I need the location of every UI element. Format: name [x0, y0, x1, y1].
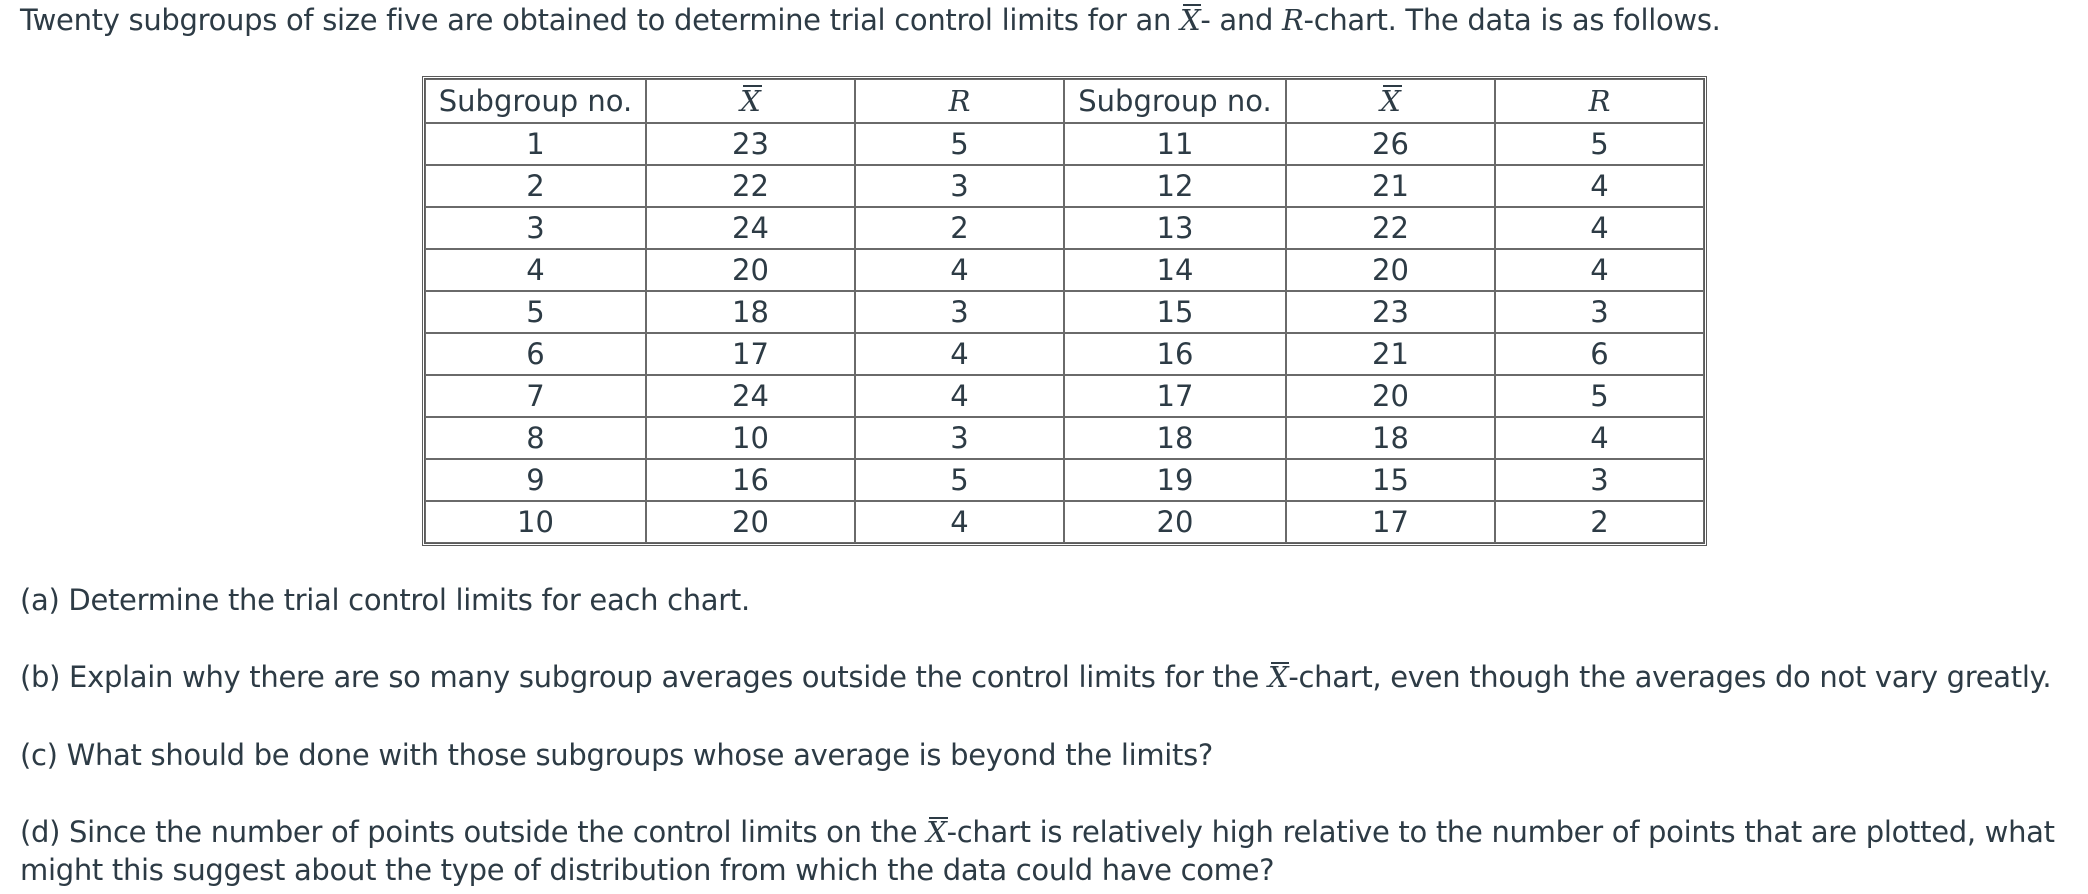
- cell-subgroup-no-2: 15: [1064, 291, 1286, 333]
- cell-r: 4: [855, 375, 1064, 417]
- cell-subgroup-no: 10: [425, 501, 646, 543]
- cell-xbar-2: 20: [1286, 249, 1495, 291]
- question-b-xbar-symbol: X: [1268, 660, 1289, 694]
- cell-xbar-2: 20: [1286, 375, 1495, 417]
- question-b-text-2: -chart, even though the averages do not vary greatly.: [1288, 660, 2052, 694]
- table-row: [425, 417, 1704, 459]
- cell-r-2: 4: [1495, 417, 1704, 459]
- header-xbar: [646, 79, 855, 123]
- problem-intro: [20, 0, 1721, 40]
- question-b-text-1: (b) Explain why there are so many subgroup averages outside the control limits for the: [20, 660, 1269, 694]
- question-d-xbar-symbol: X: [926, 815, 947, 849]
- cell-subgroup-no-2: 17: [1064, 375, 1286, 417]
- header-subgroup-no: Subgroup no.: [425, 79, 646, 123]
- cell-r-2: 4: [1495, 207, 1704, 249]
- cell-xbar-2: 23: [1286, 291, 1495, 333]
- question-d: [20, 813, 2080, 889]
- cell-subgroup-no: 9: [425, 459, 646, 501]
- intro-text-1: Twenty subgroups of size five are obtained to determine trial control limits for an: [20, 3, 1180, 37]
- cell-r: 2: [855, 207, 1064, 249]
- cell-xbar: 17: [646, 333, 855, 375]
- cell-r-2: 3: [1495, 459, 1704, 501]
- cell-xbar: 16: [646, 459, 855, 501]
- cell-r: 3: [855, 165, 1064, 207]
- cell-subgroup-no: 6: [425, 333, 646, 375]
- cell-subgroup-no-2: 16: [1064, 333, 1286, 375]
- cell-xbar: 24: [646, 207, 855, 249]
- r-symbol: R: [1281, 3, 1304, 37]
- question-b: [20, 658, 2051, 696]
- question-d-text-2: -chart is relatively high relative to the number of points that are plotted, what might this suggest about the type of distribution from which the data could have come?: [20, 815, 2055, 887]
- cell-r: 5: [855, 459, 1064, 501]
- cell-r-2: 3: [1495, 291, 1704, 333]
- header-r-2: [1495, 79, 1704, 123]
- cell-xbar-2: 26: [1286, 123, 1495, 165]
- cell-subgroup-no: 1: [425, 123, 646, 165]
- cell-subgroup-no-2: 20: [1064, 501, 1286, 543]
- intro-text-3: -chart. The data is as follows.: [1303, 3, 1721, 37]
- cell-xbar: 20: [646, 501, 855, 543]
- table-row: [425, 375, 1704, 417]
- cell-r: 5: [855, 123, 1064, 165]
- cell-subgroup-no: 3: [425, 207, 646, 249]
- cell-xbar: 10: [646, 417, 855, 459]
- cell-xbar: 23: [646, 123, 855, 165]
- cell-xbar-2: 18: [1286, 417, 1495, 459]
- table-row: [425, 123, 1704, 165]
- cell-xbar: 18: [646, 291, 855, 333]
- header-subgroup-no-2: Subgroup no.: [1064, 79, 1286, 123]
- table-row: [425, 459, 1704, 501]
- header-r: [855, 79, 1064, 123]
- cell-r-2: 5: [1495, 123, 1704, 165]
- cell-subgroup-no-2: 19: [1064, 459, 1286, 501]
- cell-r: 4: [855, 333, 1064, 375]
- question-d-text-1: (d) Since the number of points outside the control limits on the: [20, 815, 927, 849]
- cell-subgroup-no-2: 14: [1064, 249, 1286, 291]
- cell-xbar-2: 15: [1286, 459, 1495, 501]
- cell-r-2: 6: [1495, 333, 1704, 375]
- cell-xbar-2: 21: [1286, 333, 1495, 375]
- cell-subgroup-no-2: 12: [1064, 165, 1286, 207]
- cell-subgroup-no: 2: [425, 165, 646, 207]
- question-a: (a) Determine the trial control limits for each chart.: [20, 583, 750, 617]
- data-table: [422, 76, 1707, 546]
- table-row: [425, 333, 1704, 375]
- cell-xbar: 20: [646, 249, 855, 291]
- table-body: [425, 123, 1704, 543]
- cell-subgroup-no-2: 11: [1064, 123, 1286, 165]
- cell-xbar: 24: [646, 375, 855, 417]
- cell-r-2: 4: [1495, 165, 1704, 207]
- table-row: [425, 291, 1704, 333]
- cell-r-2: 2: [1495, 501, 1704, 543]
- cell-subgroup-no: 4: [425, 249, 646, 291]
- xbar-symbol: X: [1180, 0, 1200, 40]
- cell-xbar-2: 22: [1286, 207, 1495, 249]
- header-xbar-symbol: X: [740, 81, 761, 121]
- cell-subgroup-no: 8: [425, 417, 646, 459]
- header-r-symbol-2: R: [1588, 84, 1611, 118]
- cell-r-2: 5: [1495, 375, 1704, 417]
- cell-subgroup-no: 7: [425, 375, 646, 417]
- cell-subgroup-no: 5: [425, 291, 646, 333]
- table-row: [425, 207, 1704, 249]
- header-xbar-symbol-2: X: [1380, 81, 1401, 121]
- intro-text-2: - and: [1200, 3, 1282, 37]
- cell-subgroup-no-2: 13: [1064, 207, 1286, 249]
- header-r-symbol: R: [948, 84, 971, 118]
- header-xbar-2: [1286, 79, 1495, 123]
- cell-xbar-2: 21: [1286, 165, 1495, 207]
- question-c: (c) What should be done with those subgroups whose average is beyond the limits?: [20, 738, 1214, 772]
- table-row: [425, 501, 1704, 543]
- cell-xbar: 22: [646, 165, 855, 207]
- table-row: [425, 249, 1704, 291]
- cell-r: 3: [855, 417, 1064, 459]
- cell-r: 3: [855, 291, 1064, 333]
- table-header-row: [425, 79, 1704, 123]
- cell-r-2: 4: [1495, 249, 1704, 291]
- cell-r: 4: [855, 501, 1064, 543]
- table-row: [425, 165, 1704, 207]
- cell-subgroup-no-2: 18: [1064, 417, 1286, 459]
- cell-r: 4: [855, 249, 1064, 291]
- cell-xbar-2: 17: [1286, 501, 1495, 543]
